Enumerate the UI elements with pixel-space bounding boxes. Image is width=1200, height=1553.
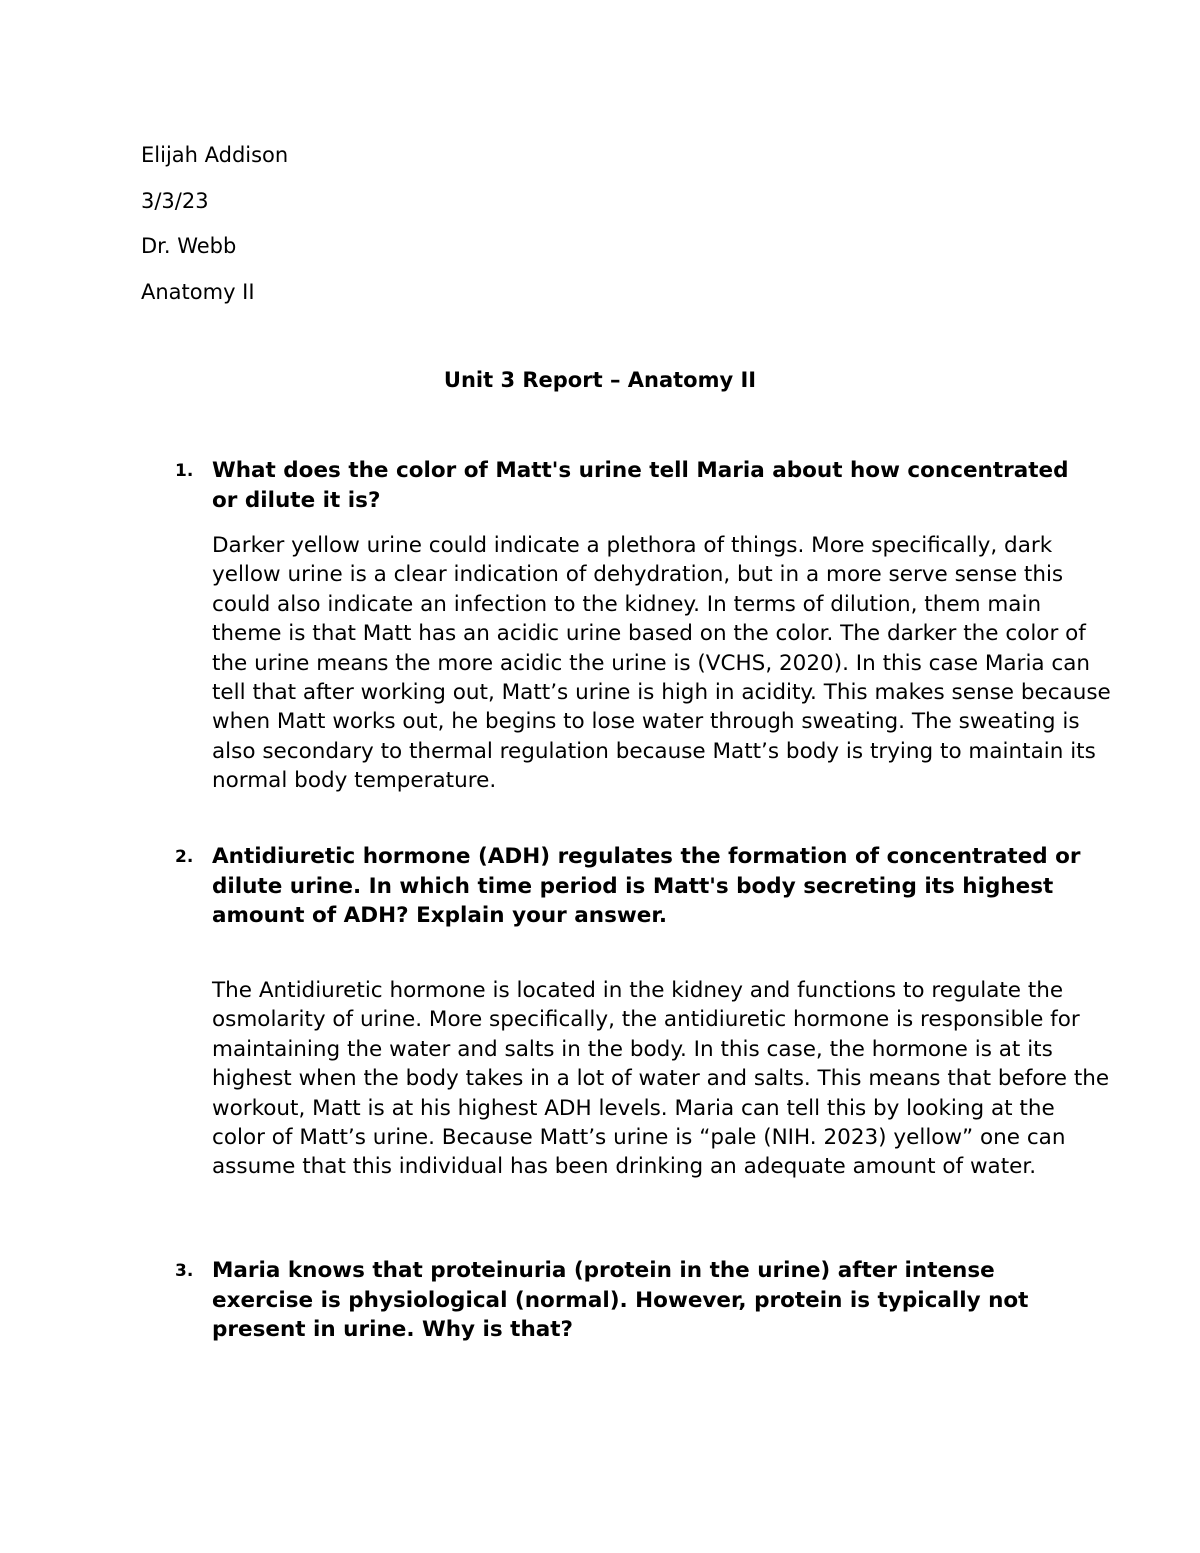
question-number: 2. — [175, 847, 194, 867]
course-name: Anatomy II — [141, 280, 255, 304]
report-title: Unit 3 Report – Anatomy II — [443, 368, 757, 392]
answer-text: Darker yellow urine could indicate a plethora of things. More specifically, dark yellow urine is a clear indication of dehydration, but in a more serve sense this could also indicate an infection to the kidney. In terms of dilution, them main theme is that Matt has an acidic urine based on the color. The darker the color of the urine means the more acidic the urine is (VCHS, 2020). In this case Maria can tell that after working out, Matt’s urine is high in acidity. This makes sense because when Matt works out, he begins to lose water through sweating. The sweating is also secondary to thermal regulation because Matt’s body is trying to maintain its normal body temperature. — [212, 533, 1111, 794]
question-number: 3. — [175, 1261, 194, 1281]
report-date: 3/3/23 — [141, 189, 209, 213]
student-name: Elijah Addison — [141, 143, 289, 167]
question-text: What does the color of Matt's urine tell Maria about how concentrated or dilute it is? — [212, 458, 1069, 513]
question-number: 1. — [175, 461, 194, 481]
question-text: Antidiuretic hormone (ADH) regulates the formation of concentrated or dilute urine. In which time period is Matt's body secreting its highest amount of ADH? Explain your answer. — [212, 844, 1081, 928]
question-text: Maria knows that proteinuria (protein in the urine) after intense exercise is physiological (normal). However, protein is typically not present in urine. Why is that? — [212, 1258, 1029, 1342]
instructor-name: Dr. Webb — [141, 234, 237, 258]
answer-text: The Antidiuretic hormone is located in the kidney and functions to regulate the osmolarity of urine. More specifically, the antidiuretic hormone is responsible for maintaining the water and salts in the body. In this case, the hormone is at its highest when the body takes in a lot of water and salts. This means that before the workout, Matt is at his highest ADH levels. Maria can tell this by looking at the color of Matt’s urine. Because Matt’s urine is “pale (NIH. 2023) yellow” one can assume that this individual has been drinking an adequate amount of water. — [212, 978, 1110, 1180]
